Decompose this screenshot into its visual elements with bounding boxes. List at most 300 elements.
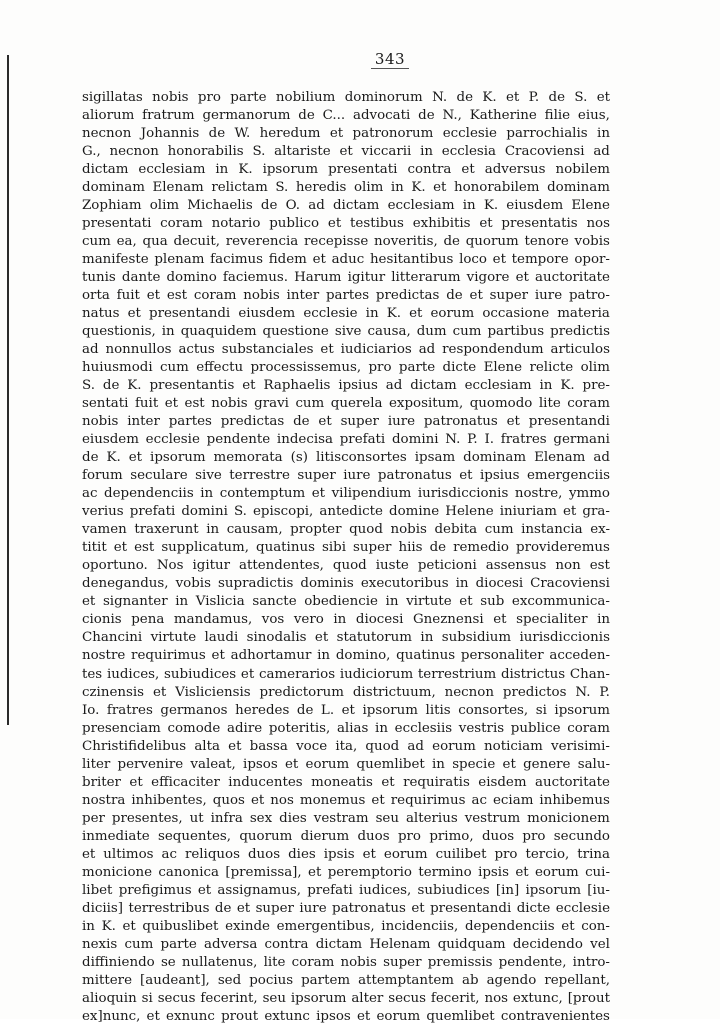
word: eorum <box>376 1008 421 1024</box>
word: in <box>462 198 476 214</box>
text-line <box>82 539 610 557</box>
word: ecclesiam <box>138 162 206 178</box>
word: dependenciis <box>104 486 194 502</box>
word: lite <box>263 954 286 970</box>
word: de <box>102 378 120 394</box>
text-line <box>82 503 610 521</box>
word: K. <box>411 180 426 196</box>
word: executoribus <box>360 576 449 592</box>
word: in <box>175 594 189 610</box>
word: Harum <box>294 270 342 286</box>
word: subiudices <box>417 882 490 898</box>
word: predictas <box>375 288 440 304</box>
word: briter <box>82 774 121 790</box>
word: in <box>385 594 399 610</box>
word: in <box>375 720 388 736</box>
word: secus <box>157 990 196 1006</box>
word: ipsis <box>323 846 355 862</box>
word: dominam <box>82 180 145 196</box>
word: nostre, <box>514 486 563 502</box>
word: fidem <box>268 252 307 268</box>
word: [audeant], <box>140 972 210 988</box>
word: fratrum <box>142 108 195 124</box>
word: libet <box>82 882 113 898</box>
word: et <box>505 90 520 105</box>
word: ipsorum <box>525 882 582 898</box>
word: provideremus <box>516 540 610 556</box>
word: olim <box>149 198 180 214</box>
word: de <box>548 90 566 105</box>
word: terrestrium <box>417 666 497 682</box>
word: litis <box>425 702 451 718</box>
word: Helene <box>445 504 494 520</box>
word: adversa <box>204 936 258 952</box>
word: monicione <box>82 864 153 880</box>
word: parte <box>160 936 197 952</box>
word: germanos <box>160 702 228 718</box>
word: et <box>459 468 473 484</box>
word: K. <box>560 378 575 394</box>
word: subsidium <box>441 630 512 646</box>
word: et <box>381 774 395 790</box>
word: de <box>260 198 278 214</box>
word: in <box>597 612 610 628</box>
word: districtus <box>500 666 566 682</box>
word: querela <box>330 396 383 412</box>
word: vestram <box>313 810 369 826</box>
text-line <box>82 467 610 485</box>
word: camerarios <box>258 666 336 682</box>
word: nostre <box>82 648 126 664</box>
word: domine <box>389 504 440 520</box>
word: Cracoviensi <box>504 144 585 160</box>
word: ipsis <box>478 864 509 880</box>
word: et <box>506 414 520 430</box>
word: tenore <box>524 234 569 250</box>
word: et <box>146 288 161 304</box>
word: olim <box>353 180 384 196</box>
word: quatinus <box>256 540 315 556</box>
word: eorum <box>534 864 579 880</box>
word: respondendum <box>442 342 544 358</box>
word: honorabilem <box>453 180 540 196</box>
word: coram <box>193 288 237 304</box>
word: expositum, <box>388 396 464 412</box>
word: subiudices <box>164 666 237 682</box>
word: seu <box>375 810 399 826</box>
word: cum <box>124 936 154 952</box>
word: heredum <box>259 126 321 142</box>
word: iudiciorum <box>339 666 414 682</box>
word: questionis, <box>82 324 156 340</box>
word: in <box>390 180 404 196</box>
text-line <box>82 125 610 143</box>
text-line <box>82 305 610 323</box>
word: nonnullos <box>105 342 172 358</box>
word: reliquos <box>184 846 240 862</box>
text-line <box>82 882 610 900</box>
word: et <box>362 846 376 862</box>
word: C... <box>322 108 346 124</box>
word: presentantis <box>149 378 235 394</box>
word: Cracoviensi <box>530 576 610 592</box>
word: de <box>214 900 232 916</box>
word: si <box>141 990 153 1006</box>
word: dominam <box>463 450 527 466</box>
word: presentati <box>82 216 152 232</box>
word: terrestre <box>229 468 290 484</box>
word: manifeste <box>82 252 149 268</box>
word: ipsorum <box>554 702 610 718</box>
word: nos <box>270 792 294 808</box>
word: et <box>502 756 516 772</box>
word: heredis <box>295 180 347 196</box>
word: patronatus <box>423 414 498 430</box>
word: altariste <box>274 144 331 160</box>
word: alias <box>336 720 369 736</box>
word: inducentes <box>228 774 303 790</box>
word: S. <box>82 378 95 394</box>
word: articulos <box>550 342 610 358</box>
word: et <box>127 306 141 322</box>
word: ita, <box>335 738 358 754</box>
word: et <box>409 306 423 322</box>
word: prout <box>221 1008 259 1024</box>
word: ad <box>385 378 403 394</box>
word: igitur <box>192 558 231 574</box>
text-line <box>82 954 610 972</box>
word: et <box>152 684 167 700</box>
body-text <box>82 89 610 1026</box>
margin-rule <box>7 55 9 725</box>
word: genere <box>523 756 571 772</box>
word: et <box>561 918 575 934</box>
word: adversus <box>484 162 546 178</box>
word: quemlibet <box>426 1008 495 1024</box>
word: cui- <box>585 864 610 880</box>
word: ab <box>462 972 479 988</box>
word: premissis <box>427 954 493 970</box>
word: S. <box>233 504 247 520</box>
text-line <box>82 557 610 575</box>
word: quod <box>365 738 400 754</box>
word: [iu- <box>587 882 610 898</box>
word: K. <box>386 306 401 322</box>
word: N. <box>432 90 448 105</box>
word: et <box>311 486 326 502</box>
word: Elenam <box>152 180 204 196</box>
word: voce <box>296 738 328 754</box>
word: pro <box>494 846 518 862</box>
word: terrestribus <box>128 900 210 916</box>
word: pro <box>368 360 392 376</box>
word: et <box>371 792 385 808</box>
word: fecerint, <box>200 990 258 1006</box>
text-line <box>82 864 610 882</box>
word: quorum <box>239 828 293 844</box>
word: efficaciter <box>151 774 220 790</box>
word: prefati <box>129 504 176 520</box>
word: N., <box>442 108 462 124</box>
text-line <box>82 197 610 215</box>
word: presentandi <box>430 900 512 916</box>
word: requiratis <box>403 774 470 790</box>
word: ipsos <box>243 756 278 772</box>
word: dictam <box>410 378 457 394</box>
word: in <box>420 144 433 160</box>
word: et <box>113 540 128 556</box>
word: parte <box>398 360 436 376</box>
word: termino <box>418 864 472 880</box>
word: patronatus <box>332 900 406 916</box>
word: alterius <box>405 810 458 826</box>
word: in <box>215 162 229 178</box>
word: nexis <box>82 936 118 952</box>
word: nullatenus, <box>181 954 258 970</box>
word: forum <box>82 468 123 484</box>
text-line <box>82 521 610 539</box>
word: adhortamur <box>230 648 312 664</box>
word: germanorum <box>202 108 291 124</box>
word: eorum <box>383 846 428 862</box>
word: laudi <box>204 630 239 646</box>
word: intro- <box>572 954 610 970</box>
word: honorabilis <box>167 144 244 160</box>
word: per <box>82 810 105 826</box>
word: substanciales <box>221 342 314 358</box>
word: publice <box>510 720 561 736</box>
word: prefigimus <box>118 882 192 898</box>
word: causa, <box>367 324 411 340</box>
word: de <box>429 540 447 556</box>
word: et <box>493 612 507 628</box>
word: domino <box>166 270 217 286</box>
word: sive <box>195 468 222 484</box>
word: infra <box>210 810 243 826</box>
word: et <box>515 270 529 286</box>
word: vestris <box>458 720 505 736</box>
word: cionis <box>82 612 122 628</box>
word: iudices, <box>358 882 412 898</box>
word: Zophiam <box>82 198 142 214</box>
word: K. <box>482 90 497 105</box>
word: lite <box>538 396 561 412</box>
word: extunc, <box>512 990 563 1006</box>
text-line <box>82 287 610 305</box>
word: sive <box>334 324 362 340</box>
word: ecclesie <box>303 306 358 322</box>
word: et <box>82 846 96 862</box>
word: materia <box>557 306 610 322</box>
word: liter <box>82 756 111 772</box>
word: patronorum <box>352 126 434 142</box>
word: quibuslibet <box>142 918 219 934</box>
word: sub <box>480 594 505 610</box>
word: moneatis <box>311 774 373 790</box>
word: episcopi, <box>252 504 314 520</box>
word: nostra <box>82 792 126 808</box>
word: Io. <box>82 702 100 718</box>
word: in <box>539 378 553 394</box>
word: assignamus, <box>217 882 301 898</box>
word: nobis <box>211 396 248 412</box>
word: P. <box>599 684 610 700</box>
text-line <box>82 684 610 702</box>
word: inter <box>127 414 160 430</box>
word: natus <box>82 306 120 322</box>
word: iudices, <box>106 666 160 682</box>
word: pro <box>397 828 421 844</box>
word: in <box>317 648 331 664</box>
word: duos <box>481 828 515 844</box>
text-line <box>82 792 610 810</box>
word: presentati <box>328 162 398 178</box>
word: aliorum <box>82 108 135 124</box>
word: salu- <box>577 756 610 772</box>
word: Katherine <box>469 108 537 124</box>
word: S. <box>574 90 588 105</box>
word: S. <box>252 144 266 160</box>
word: [premissa], <box>225 864 302 880</box>
text-line <box>82 413 610 431</box>
word: canonica <box>158 864 219 880</box>
word: Nos <box>156 558 184 574</box>
word: recepisse <box>304 234 369 250</box>
word: et <box>240 666 255 682</box>
word: seu <box>262 990 286 1006</box>
word: questione <box>262 324 329 340</box>
word: coram <box>567 396 610 412</box>
word: et <box>236 900 251 916</box>
word: super <box>353 540 392 556</box>
word: ecclesie <box>145 432 200 448</box>
word: traxerunt <box>134 522 199 538</box>
word: super <box>383 954 422 970</box>
word: specie <box>452 756 496 772</box>
word: iuste <box>375 558 409 574</box>
word: ad <box>593 450 610 466</box>
word: et <box>284 756 299 772</box>
word: dierum <box>300 828 350 844</box>
word: bassa <box>249 738 288 754</box>
word: peremptorio <box>327 864 412 880</box>
word: sinodalis <box>246 630 307 646</box>
text-line <box>82 990 610 1008</box>
word: personaliter <box>460 648 544 664</box>
word: ecclesiis <box>394 720 453 736</box>
word: in <box>206 522 220 538</box>
word: alioquin <box>82 990 137 1006</box>
word: vero <box>293 612 324 628</box>
word: diffiniendo <box>82 954 155 970</box>
text-line <box>82 143 610 161</box>
text-line <box>82 756 610 774</box>
word: dictam <box>82 162 129 178</box>
word: peticioni <box>417 558 477 574</box>
word: pocius <box>249 972 294 988</box>
text-line <box>82 341 610 359</box>
word: tunis <box>82 270 116 286</box>
word: ipsos <box>316 1008 351 1024</box>
word: nobis <box>152 90 189 105</box>
word: ymmo <box>568 486 610 502</box>
word: Michaelis <box>187 198 253 214</box>
word: pena <box>131 612 165 628</box>
word: et <box>411 900 425 916</box>
word: domini <box>181 504 228 520</box>
word: nos <box>484 990 509 1006</box>
word: Johannis <box>140 126 200 142</box>
word: domino, <box>335 648 391 664</box>
word: et <box>433 180 447 196</box>
word: parte <box>230 90 267 105</box>
word: hiis <box>398 540 423 556</box>
word: tercio, <box>525 846 570 862</box>
word: supradictis <box>218 576 294 592</box>
word: presentatis <box>501 216 578 232</box>
word: N. <box>445 432 461 448</box>
word: contravenientes <box>500 1008 610 1024</box>
word: repellant, <box>544 972 610 988</box>
word: inter <box>286 288 320 304</box>
word: est <box>134 540 155 556</box>
word: ecclesie <box>555 900 610 916</box>
word: secundo <box>553 828 610 844</box>
word: nobilium <box>275 90 336 105</box>
word: dictam <box>332 198 380 214</box>
word: et <box>461 162 475 178</box>
word: publico <box>269 216 320 232</box>
word: Elene <box>483 360 523 376</box>
word: et <box>312 252 326 268</box>
word: quidquam <box>437 936 506 952</box>
word: decuit, <box>173 234 220 250</box>
word: P. <box>467 432 478 448</box>
word: et <box>327 216 342 232</box>
word: Visliciensis <box>175 684 251 700</box>
word: dum <box>416 324 447 340</box>
word: diciis] <box>82 900 124 916</box>
word: in <box>420 630 434 646</box>
word: cum <box>82 234 111 250</box>
word: quod <box>332 558 367 574</box>
word: Helenam <box>369 936 431 952</box>
word: iurisdiccionis <box>519 630 610 646</box>
word: et <box>341 702 355 718</box>
word: ipsius <box>480 468 520 484</box>
word: contra <box>407 162 452 178</box>
word: de <box>208 126 226 142</box>
word: et <box>318 414 332 430</box>
word: predictis <box>550 324 610 340</box>
word: contra <box>264 936 309 952</box>
word: Vislicia <box>195 594 245 610</box>
word: igitur <box>347 270 386 286</box>
word: parrochialis <box>506 126 588 142</box>
word: dies <box>279 810 307 826</box>
word: loco <box>459 252 487 268</box>
text-line <box>82 666 610 684</box>
word: in <box>455 576 469 592</box>
word: et <box>128 450 143 466</box>
word: alter <box>351 990 384 1006</box>
word: ultimos <box>103 846 154 862</box>
word: requirimus <box>131 648 206 664</box>
word: noveritis, <box>374 234 438 250</box>
text-line <box>82 900 610 918</box>
word: facimus <box>210 252 264 268</box>
text-line <box>82 89 610 107</box>
